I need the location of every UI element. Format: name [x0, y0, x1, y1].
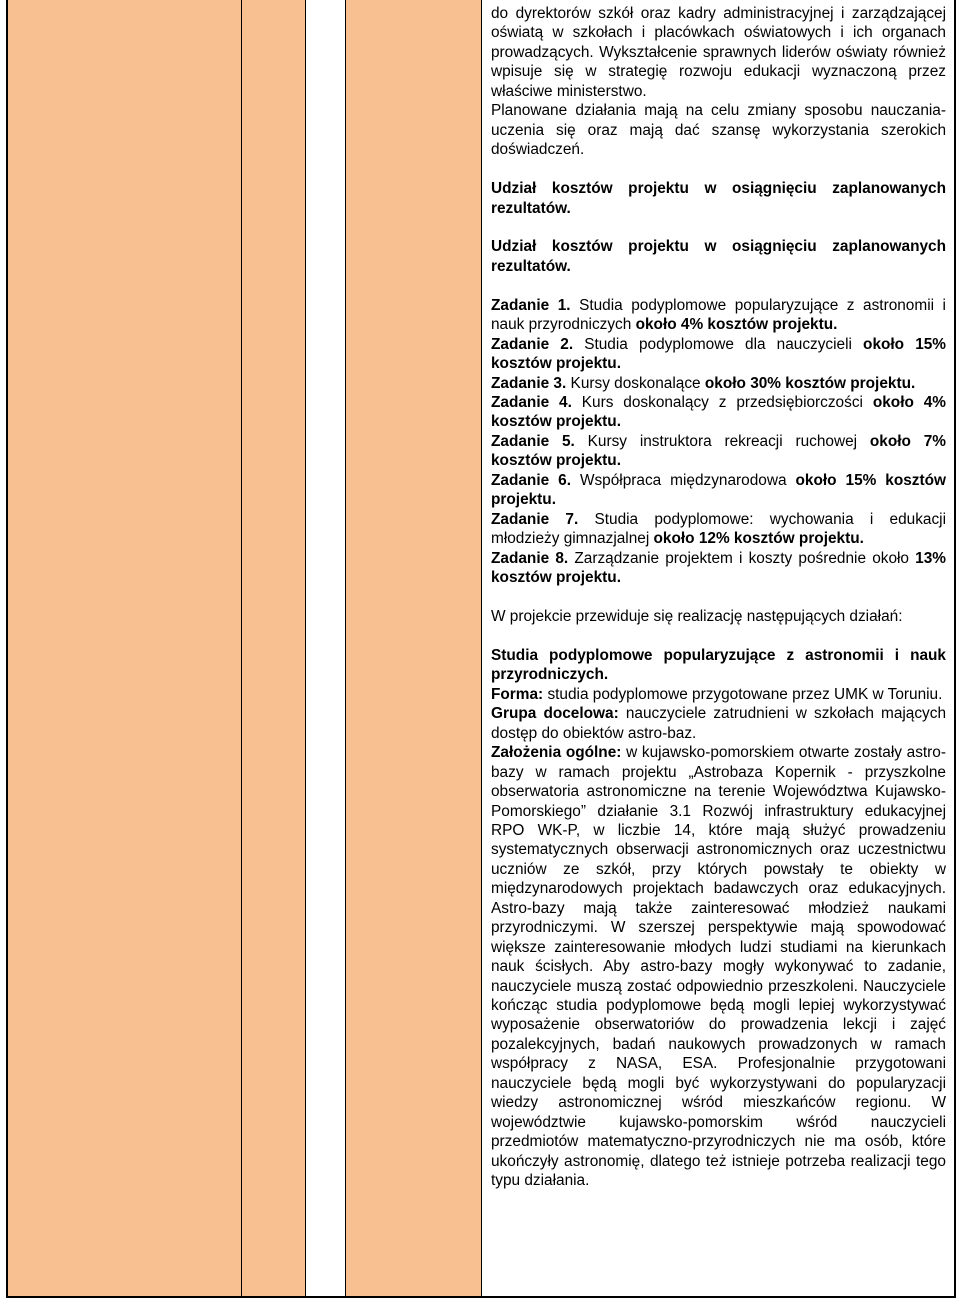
- grupa-paragraph: Grupa docelowa: nauczyciele zatrudnieni w szkołach mających dostęp do obiektów astro-baz.: [491, 705, 946, 742]
- cost-heading: Udział kosztów projektu w osiągnięciu zaplanowanych rezultatów.: [491, 180, 946, 217]
- intro-paragraph-2: Planowane działania mają na celu zmiany sposobu nauczania-uczenia się oraz mają dać szansę wykorzystania szerokich doświadczeń.: [491, 102, 946, 159]
- table-column-3: [306, 0, 346, 1296]
- actions-intro: W projekcie przewiduje się realizację następujących działań:: [491, 607, 903, 625]
- intro-paragraph-1: do dyrektorów szkół oraz kadry administracyjnej i zarządzającej oświatą w szkołach i placówkach oświatowych i ich organach prowadzących. Wykształcenie sprawnych liderów oświaty również wpisuje się w strategię rozwoju edukacji wyznaczoną przez właściwe ministerstwo.: [491, 5, 946, 100]
- section-title: Studia podyplomowe popularyzujące z astronomii i nauk przyrodniczych.: [491, 646, 946, 684]
- task-item: Zadanie 1. Studia podyplomowe popularyzujące z astronomii i nauk przyrodniczych około 4% kosztów projektu.: [491, 296, 946, 334]
- task-item: Zadanie 6. Współpraca międzynarodowa około 15% kosztów projektu.: [491, 471, 946, 509]
- task-item: Zadanie 5. Kursy instruktora rekreacji ruchowej około 7% kosztów projektu.: [491, 432, 946, 470]
- task-item: Zadanie 7. Studia podyplomowe: wychowania i edukacji młodzieży gimnazjalnej około 12% kosztów projektu.: [491, 510, 946, 548]
- table-column-2: [242, 0, 306, 1296]
- table-column-1: [8, 0, 242, 1296]
- task-item: Zadanie 4. Kurs doskonalący z przedsiębiorczości około 4% kosztów projektu.: [491, 394, 946, 431]
- cost-heading-repeat: Udział kosztów projektu w osiągnięciu zaplanowanych rezultatów.: [491, 238, 946, 275]
- task-item: Zadanie 8. Zarządzanie projektem i koszty pośrednie około 13% kosztów projektu.: [491, 549, 946, 587]
- task-item: Zadanie 3. Kursy doskonalące około 30% kosztów projektu.: [491, 374, 916, 392]
- forma-paragraph: Forma: studia podyplomowe przygotowane przez UMK w Toruniu.: [491, 685, 943, 703]
- text-cell: [491, 4, 946, 1191]
- task-item: Zadanie 2. Studia podyplomowe dla nauczycieli około 15% kosztów projektu.: [491, 335, 946, 373]
- zalozenia-paragraph: Założenia ogólne: w kujawsko-pomorskiem otwarte zostały astro-bazy w ramach projektu „Astrobaza Kopernik - przyszkolne obserwatoria astronomiczne na terenie Województwa Kujawsko-Pomorskiego” działanie 3.1 Rozwój infrastruktury edukacyjnej RPO WK-P, w liczbie 14, które mają służyć prowadzeniu systematycznych obserwacji astronomicznych oraz uczestnictwu uczniów ze szkół, przy których powstały te obiekty w międzynarodowych projektach badawczych oraz edukacyjnych. Astro-bazy mają także zainteresować młodzież naukami przyrodniczymi. W szerszej perspektywie mają spowodować większe zainteresowanie młodych ludzi studiami na kierunkach nauk ścisłych. Aby astro-bazy mogły wykonywać to zadanie, nauczyciele muszą zostać odpowiednio przeszkoleni. Nauczyciele kończąc studia podyplomowe będą mogli lepiej wykorzystywać wyposażenie obserwatoriów do prowadzenia lekcji i zajęć pozalekcyjnych, badań naukowych prowadzonych w ramach współpracy z NASA, ESA. Profesjonalnie przygotowani nauczyciele będą mogli być wykorzystywani do popularyzacji wiedzy astronomicznej wśród mieszkańców regionu. W województwie kujawsko-pomorskim wśród nauczycieli przedmiotów matematyczno-przyrodniczych nie ma osób, które ukończyły astronomię, dlatego też istnieje potrzeba realizacji tego typu działania.: [491, 744, 946, 1190]
- table-column-4: [346, 0, 482, 1296]
